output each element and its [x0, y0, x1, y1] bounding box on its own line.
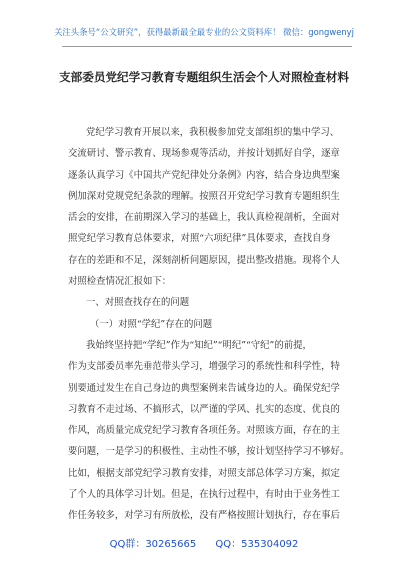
body-line: 存在的差距和不足，深刻剖析问题原因，提出整改措施。现将个人	[68, 254, 340, 266]
body-line: 对照检查情况汇报如下：	[68, 276, 172, 288]
section-heading: 一、对照查找存在的问题	[86, 297, 190, 309]
document-body	[68, 122, 350, 527]
document-title: 支部委员党纪学习教育专题组织生活会个人对照检查材料	[59, 70, 349, 84]
footer-contact	[0, 535, 408, 550]
body-line: 了个人的具体学习计划。但是，在执行过程中，有时由于业务性工	[68, 489, 340, 501]
body-line: 我始终坚持把“学纪”作为“知纪”“明纪”“守纪”的前提，	[86, 339, 312, 351]
body-line: 例加深对党规党纪条款的理解。按照召开党纪学习教育专题组织生	[68, 190, 340, 202]
body-line: 活会的安排，在前期深入学习的基础上，我认真检视剖析，全面对	[68, 212, 340, 224]
body-line: 作为支部委员率先垂范带头学习，增强学习的系统性和科学性，特	[68, 361, 340, 373]
body-line: 作任务较多，对学习有所放松，没有严格按照计划执行，存在事后	[68, 510, 340, 522]
body-line: 作风，高质量完成党纪学习教育各项任务。对照该方面，存在的主	[68, 425, 340, 437]
footer-qq-group: QQ群：30265665	[109, 539, 197, 550]
body-line: 党纪学习教育开展以来，我积极参加党支部组织的集中学习、	[86, 127, 340, 138]
body-line: 比如，根据支部党纪学习教育安排，对照支部总体学习方案，拟定	[68, 467, 340, 479]
body-line: 别要通过发生在自己身边的典型案例来告诫身边的人。确保党纪学	[68, 382, 340, 394]
body-line: 照党纪学习教育总体要求，对照“六项纪律”具体要求，查找自身	[68, 233, 331, 245]
header-note: 关注头条号“公文研究”，获得最新最全最专业的公文资料库！ 微信：gongwenyj	[54, 27, 354, 37]
body-line: 交流研讨、警示教育、现场参观等活动，并按计划抓好自学，逐章	[68, 148, 340, 160]
body-line: 逐条认真学习《中国共产党纪律处分条例》内容，结合身边典型案	[68, 169, 340, 181]
subsection-heading: （一）对照“学纪”存在的问题	[90, 318, 213, 330]
body-line: 习教育不走过场、不搞形式，以严谨的学风、扎实的态度、优良的	[68, 403, 340, 415]
header-divider	[62, 46, 352, 47]
footer-qq-number: QQ：535304092	[215, 539, 299, 550]
body-line: 要问题，一是学习的积极性、主动性不够，按计划坚持学习不够好。	[68, 446, 350, 458]
